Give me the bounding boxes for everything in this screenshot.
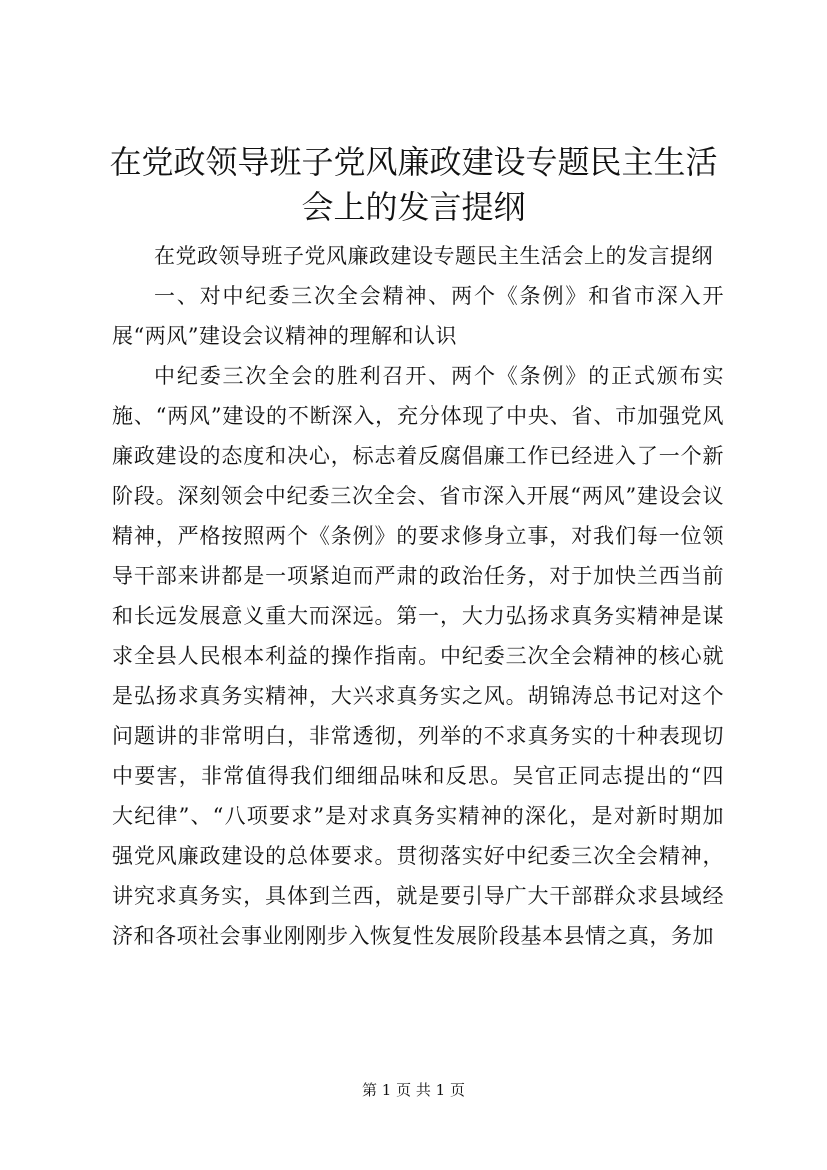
document-body	[112, 236, 724, 956]
paragraph-section-heading: 一、对中纪委三次全会精神、两个《条例》和省市深入开展“两风”建设会议精神的理解和认识	[112, 284, 724, 348]
paragraph-intro: 在党政领导班子党风廉政建设专题民主生活会上的发言提纲	[154, 244, 713, 268]
page-footer: 第 1 页 共 1 页	[362, 1081, 465, 1099]
document-title: 在党政领导班子党风廉政建设专题民主生活会上的发言提纲	[109, 143, 718, 226]
paragraph-body: 中纪委三次全会的胜利召开、两个《条例》的正式颁布实施、“两风”建设的不断深入，充分体现了中央、省、市加强党风廉政建设的态度和决心，标志着反腐倡廉工作已经进入了一个新阶段。深刻领会中纪委三次全会、省市深入开展“两风”建设会议精神，严格按照两个《条例》的要求修身立事，对我们每一位领导干部来讲都是一项紧迫而严肃的政治任务，对于加快兰西当前和长远发展意义重大而深远。第一，大力弘扬求真务实精神是谋求全县人民根本利益的操作指南。中纪委三次全会精神的核心就是弘扬求真务实精神，大兴求真务实之风。胡锦涛总书记对这个问题讲的非常明白，非常透彻，列举的不求真务实的十种表现切中要害，非常值得我们细细品味和反思。吴官正同志提出的“四大纪律”、“八项要求”是对求真务实精神的深化，是对新时期加强党风廉政建设的总体要求。贯彻落实好中纪委三次全会精神，讲究求真务实，具体到兰西，就是要引导广大干部群众求县域经济和各项社会事业刚刚步入恢复性发展阶段基本县情之真，务加	[112, 364, 724, 948]
